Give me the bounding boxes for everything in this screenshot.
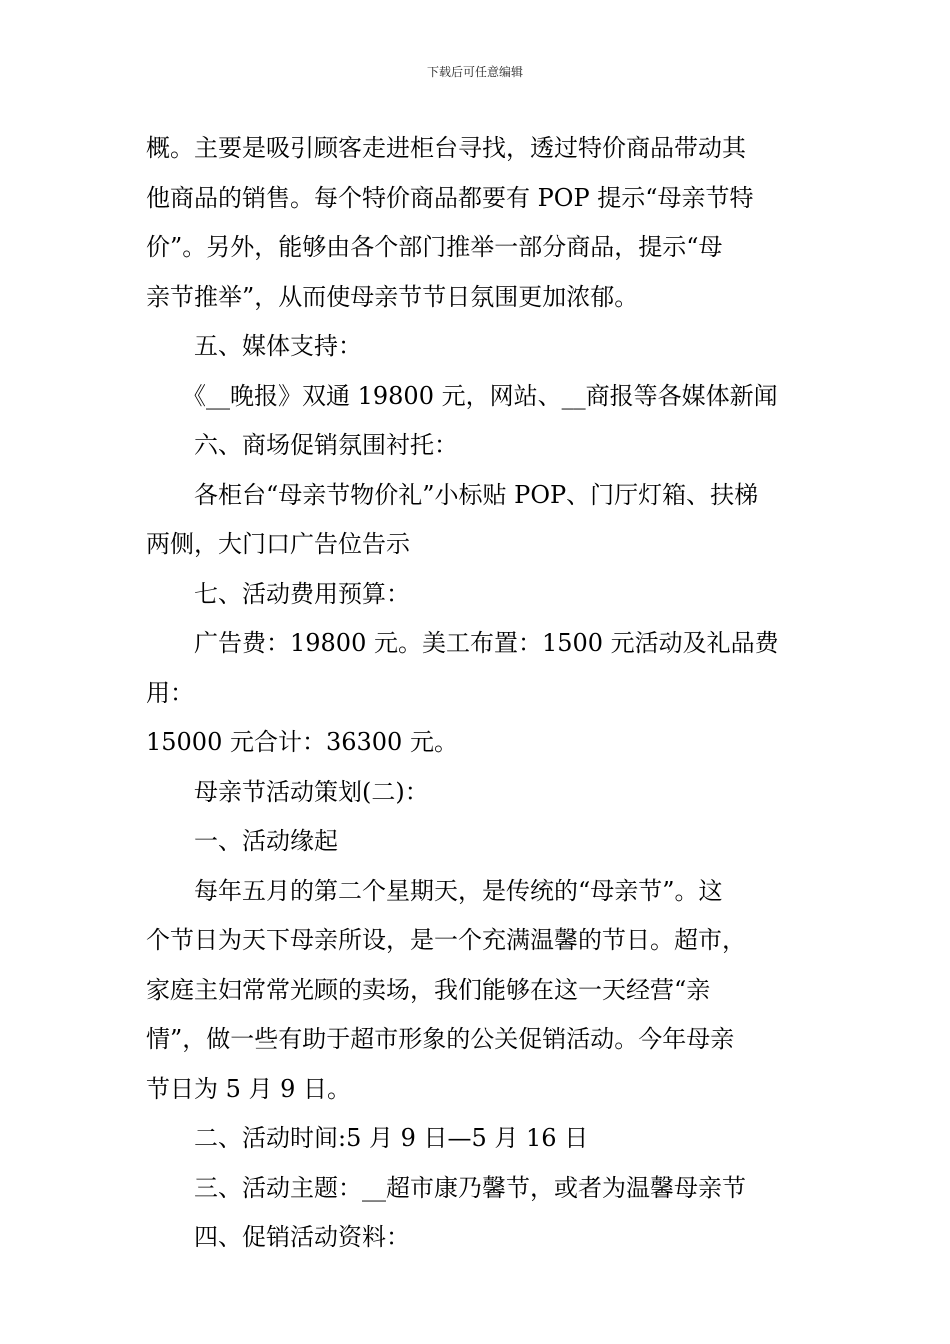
body-line: 情”，做一些有助于超市形象的公关促销活动。今年母亲 [146, 1025, 735, 1053]
section-title: 母亲节活动策划(二)： [146, 777, 429, 806]
section-heading: 七、活动费用预算： [146, 579, 410, 608]
body-line: 个节日为天下母亲所设，是一个充满温馨的节日。超市， [146, 926, 746, 954]
body-line: 《__晚报》双通 19800 元，网站、__商报等各媒体新闻 [146, 381, 778, 410]
body-line: 节日为 5 月 9 日。 [146, 1074, 352, 1103]
document-body [146, 124, 810, 1263]
section-heading: 四、促销活动资料： [146, 1223, 410, 1251]
body-line: 亲节推举”，从而使母亲节节日氛围更加浓郁。 [146, 282, 639, 311]
body-line: 家庭主妇常常光顾的卖场，我们能够在这一天经营“亲 [146, 975, 711, 1004]
section-heading: 五、媒体支持： [146, 332, 362, 360]
body-line: 各柜台“母亲节物价礼”小标贴 POP、门厅灯箱、扶梯 [146, 480, 759, 509]
section-heading: 三、活动主题：__超市康乃馨节，或者为温馨母亲节 [146, 1173, 746, 1202]
body-line: 两侧，大门口广告位告示 [146, 530, 410, 558]
body-line: 价”。另外，能够由各个部门推举一部分商品，提示“母 [146, 233, 723, 261]
body-line: 15000 元合计：36300 元。 [146, 728, 458, 756]
body-line: 他商品的销售。每个特价商品都要有 POP 提示“母亲节特 [146, 183, 754, 212]
section-heading: 一、活动缘起 [146, 827, 338, 855]
section-heading: 二、活动时间:5 月 9 日—5 月 16 日 [146, 1124, 589, 1152]
body-line: 每年五月的第二个星期天，是传统的“母亲节”。这 [146, 876, 723, 905]
page-header: 下载后可任意编辑 [426, 65, 523, 79]
body-line: 概。主要是吸引顾客走进柜台寻找，透过特价商品带动其 [146, 134, 746, 162]
section-heading: 六、商场促销氛围衬托： [146, 431, 458, 459]
body-line: 广告费：19800 元。美工布置：1500 元活动及礼品费用： [146, 629, 779, 707]
